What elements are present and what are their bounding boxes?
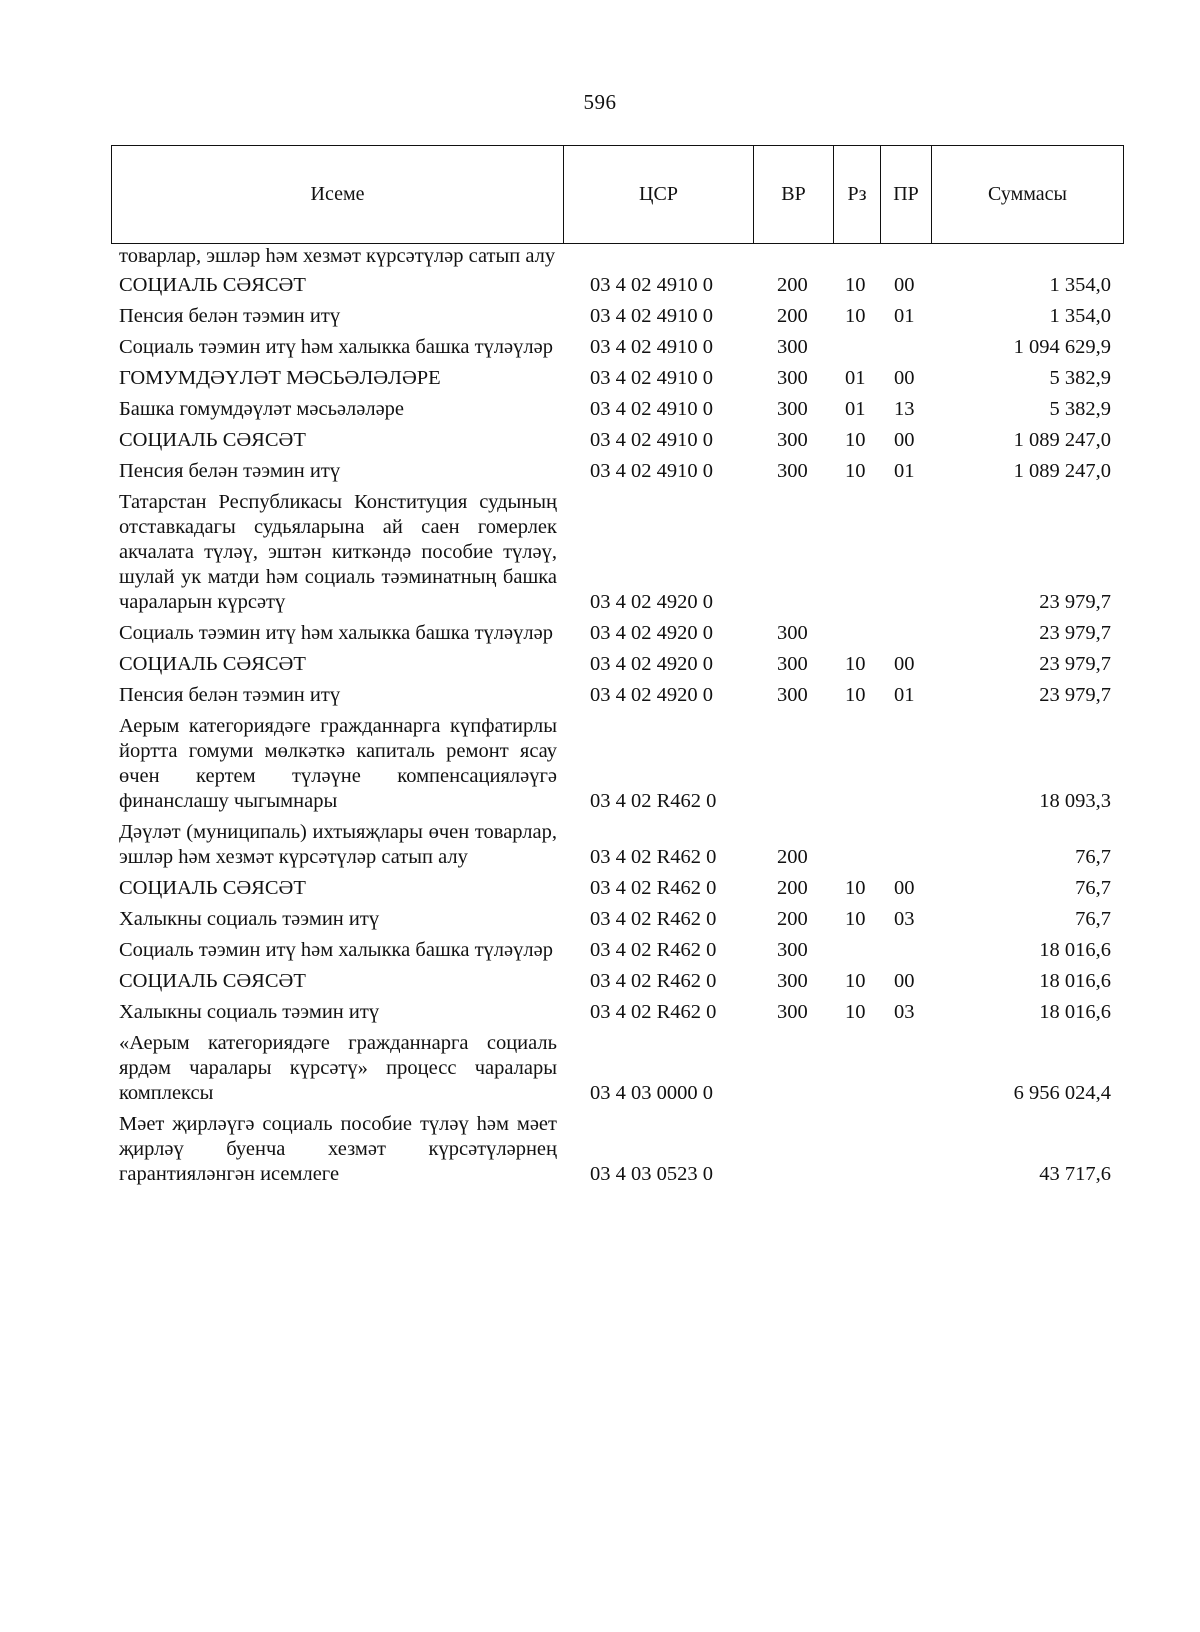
table-row: [111, 907, 1123, 938]
table-row: [111, 820, 1123, 876]
cell-csr: 03 4 02 4910 0: [590, 398, 713, 420]
cell-name: Башка гомумдәүләт мәсьәләләре: [119, 398, 405, 420]
cell-csr: 03 4 02 4910 0: [590, 460, 713, 482]
cell-sum: 1 089 247,0: [1013, 460, 1111, 482]
cell-pr: [880, 820, 931, 876]
cell-sum: 1 354,0: [1049, 274, 1111, 296]
cell-csr: 03 4 02 R462 0: [590, 877, 717, 899]
cell-rz: 10: [845, 429, 866, 451]
cell-vr: 200: [777, 305, 808, 327]
cell-csr: 03 4 03 0000 0: [590, 1082, 713, 1104]
cell-sum: 23 979,7: [1039, 591, 1111, 613]
header-csr: ЦСР: [564, 146, 754, 244]
table-row: [111, 366, 1123, 397]
cell-pr: [880, 244, 931, 273]
cell-vr: 300: [777, 398, 808, 420]
cell-vr: 200: [777, 877, 808, 899]
table-row: [111, 459, 1123, 490]
cell-vr: 300: [777, 336, 808, 358]
table-row: [111, 335, 1123, 366]
cell-pr: [880, 938, 931, 969]
cell-rz: [833, 621, 880, 652]
cell-sum: 1 089 247,0: [1013, 429, 1111, 451]
cell-pr: 00: [894, 653, 915, 675]
cell-pr: [880, 490, 931, 621]
cell-vr: [753, 714, 833, 820]
cell-sum: 23 979,7: [1039, 622, 1111, 644]
cell-name: ГОМУМДӘҮЛӘТ МӘСЬӘЛӘЛӘРЕ: [119, 367, 441, 389]
cell-rz: [833, 244, 880, 273]
cell-sum: 6 956 024,4: [1013, 1082, 1111, 1104]
cell-sum: 5 382,9: [1049, 398, 1111, 420]
budget-table-body: [111, 244, 1123, 1193]
cell-csr: [563, 244, 753, 273]
cell-sum: 5 382,9: [1049, 367, 1111, 389]
cell-name: «Аерым категориядәге гражданнарга социаль ярдәм чаралары күрсәтү» процесс чаралары комплексы: [119, 1032, 557, 1104]
cell-pr: 00: [894, 877, 915, 899]
cell-pr: 01: [894, 684, 915, 706]
table-header: [111, 145, 1124, 244]
table-row: [111, 876, 1123, 907]
cell-vr: 200: [777, 846, 808, 868]
cell-name: Аерым категориядәге гражданнарга күпфатирлы йортта гомуми мөлкәткә капиталь ремонт ясау өчен кертем түләүне компенсацияләүгә финанслашу чыгымнары: [119, 715, 557, 812]
cell-name: Социаль тәэмин итү һәм халыкка башка түләүләр: [119, 336, 553, 358]
cell-rz: [833, 490, 880, 621]
cell-name: Пенсия белән тәэмин итү: [119, 684, 341, 706]
cell-vr: 300: [777, 684, 808, 706]
cell-rz: 10: [845, 684, 866, 706]
cell-pr: 00: [894, 274, 915, 296]
cell-rz: [833, 335, 880, 366]
cell-pr: 03: [894, 908, 915, 930]
cell-rz: 10: [845, 1001, 866, 1023]
cell-vr: 300: [777, 367, 808, 389]
cell-csr: 03 4 02 4910 0: [590, 429, 713, 451]
cell-pr: 01: [894, 305, 915, 327]
table-row: [111, 428, 1123, 459]
cell-name: СОЦИАЛЬ СӘЯСӘТ: [119, 653, 306, 675]
table-row: [111, 1000, 1123, 1031]
cell-csr: 03 4 02 R462 0: [590, 939, 717, 961]
cell-vr: 200: [777, 908, 808, 930]
cell-vr: [753, 490, 833, 621]
table-row: [111, 683, 1123, 714]
cell-rz: [833, 1112, 880, 1193]
cell-name: Пенсия белән тәэмин итү: [119, 305, 341, 327]
cell-pr: 00: [894, 367, 915, 389]
header-name: Исеме: [112, 146, 564, 244]
cell-csr: 03 4 02 R462 0: [590, 970, 717, 992]
cell-rz: 10: [845, 305, 866, 327]
cell-pr: [880, 335, 931, 366]
table-row: [111, 1031, 1123, 1112]
cell-vr: 300: [777, 429, 808, 451]
cell-name: СОЦИАЛЬ СӘЯСӘТ: [119, 877, 306, 899]
cell-sum: 1 354,0: [1049, 305, 1111, 327]
cell-csr: 03 4 02 4910 0: [590, 274, 713, 296]
cell-vr: 300: [777, 970, 808, 992]
cell-csr: 03 4 02 R462 0: [590, 1001, 717, 1023]
table-row: [111, 244, 1123, 273]
cell-rz: 01: [845, 367, 866, 389]
header-sum: Суммасы: [932, 146, 1124, 244]
cell-vr: 300: [777, 939, 808, 961]
cell-vr: [753, 1112, 833, 1193]
cell-name: Халыкны социаль тәэмин итү: [119, 1001, 380, 1023]
cell-name: Татарстан Республикасы Конституция судының отставкадагы судьяларына ай саен гомерлек акчалата түләү, эштән киткәндә пособие түләү, шулай ук матди һәм социаль тәэминатның башка чараларын күрсәтү: [119, 491, 557, 613]
cell-csr: 03 4 02 4920 0: [590, 622, 713, 644]
cell-sum: 1 094 629,9: [1013, 336, 1111, 358]
table-row: [111, 397, 1123, 428]
cell-vr: 200: [777, 274, 808, 296]
cell-vr: 300: [777, 622, 808, 644]
cell-sum: 18 093,3: [1039, 790, 1111, 812]
cell-vr: [753, 244, 833, 273]
cell-vr: [753, 1031, 833, 1112]
cell-rz: 10: [845, 970, 866, 992]
cell-rz: [833, 820, 880, 876]
cell-vr: 300: [777, 1001, 808, 1023]
cell-rz: [833, 1031, 880, 1112]
table-row: [111, 490, 1123, 621]
cell-sum: [931, 244, 1123, 273]
cell-pr: 00: [894, 970, 915, 992]
cell-pr: 03: [894, 1001, 915, 1023]
cell-csr: 03 4 02 R462 0: [590, 908, 717, 930]
table-row: [111, 1112, 1123, 1193]
cell-name: Мәет җирләүгә социаль пособие түләү һәм мәет җирләү буенча хезмәт күрсәтүләрнең гарантияләнгән исемлеге: [119, 1113, 557, 1185]
cell-pr: [880, 1031, 931, 1112]
header-rz: Рз: [834, 146, 881, 244]
cell-sum: 18 016,6: [1039, 939, 1111, 961]
cell-name: Пенсия белән тәэмин итү: [119, 460, 341, 482]
cell-sum: 23 979,7: [1039, 684, 1111, 706]
cell-name: Социаль тәэмин итү һәм халыкка башка түләүләр: [119, 622, 553, 644]
cell-name: товарлар, эшләр һәм хезмәт күрсәтүләр сатып алу: [119, 245, 556, 267]
cell-csr: 03 4 02 R462 0: [590, 790, 717, 812]
cell-pr: 00: [894, 429, 915, 451]
cell-sum: 23 979,7: [1039, 653, 1111, 675]
table-row: [111, 621, 1123, 652]
cell-csr: 03 4 02 4920 0: [590, 653, 713, 675]
cell-csr: 03 4 02 4920 0: [590, 684, 713, 706]
cell-name: Халыкны социаль тәэмин итү: [119, 908, 380, 930]
cell-csr: 03 4 03 0523 0: [590, 1163, 713, 1185]
cell-rz: [833, 938, 880, 969]
cell-name: СОЦИАЛЬ СӘЯСӘТ: [119, 274, 306, 296]
table-row: [111, 273, 1123, 304]
cell-pr: [880, 1112, 931, 1193]
cell-sum: 18 016,6: [1039, 1001, 1111, 1023]
cell-name: СОЦИАЛЬ СӘЯСӘТ: [119, 970, 306, 992]
cell-pr: 13: [894, 398, 915, 420]
cell-csr: 03 4 02 4910 0: [590, 336, 713, 358]
header-vr: ВР: [754, 146, 834, 244]
cell-rz: 01: [845, 398, 866, 420]
cell-csr: 03 4 02 4910 0: [590, 305, 713, 327]
cell-csr: 03 4 02 R462 0: [590, 846, 717, 868]
table-row: [111, 304, 1123, 335]
table-row: [111, 714, 1123, 820]
cell-name: СОЦИАЛЬ СӘЯСӘТ: [119, 429, 306, 451]
cell-rz: 10: [845, 460, 866, 482]
table-row: [111, 652, 1123, 683]
table-row: [111, 938, 1123, 969]
cell-rz: [833, 714, 880, 820]
cell-sum: 18 016,6: [1039, 970, 1111, 992]
cell-pr: 01: [894, 460, 915, 482]
cell-vr: 300: [777, 653, 808, 675]
cell-csr: 03 4 02 4910 0: [590, 367, 713, 389]
cell-name: Социаль тәэмин итү һәм халыкка башка түләүләр: [119, 939, 553, 961]
page-number: 596: [583, 90, 617, 114]
cell-name: Дәүләт (муниципаль) ихтыяҗлары өчен товарлар, эшләр һәм хезмәт күрсәтүләр сатып алу: [119, 821, 557, 868]
cell-rz: 10: [845, 908, 866, 930]
cell-rz: 10: [845, 653, 866, 675]
cell-rz: 10: [845, 877, 866, 899]
cell-pr: [880, 621, 931, 652]
table-row: [111, 969, 1123, 1000]
cell-sum: 76,7: [1075, 846, 1111, 868]
cell-csr: 03 4 02 4920 0: [590, 591, 713, 613]
cell-vr: 300: [777, 460, 808, 482]
cell-sum: 76,7: [1075, 908, 1111, 930]
cell-pr: [880, 714, 931, 820]
header-pr: ПР: [881, 146, 932, 244]
cell-sum: 76,7: [1075, 877, 1111, 899]
cell-sum: 43 717,6: [1039, 1163, 1111, 1185]
cell-rz: 10: [845, 274, 866, 296]
